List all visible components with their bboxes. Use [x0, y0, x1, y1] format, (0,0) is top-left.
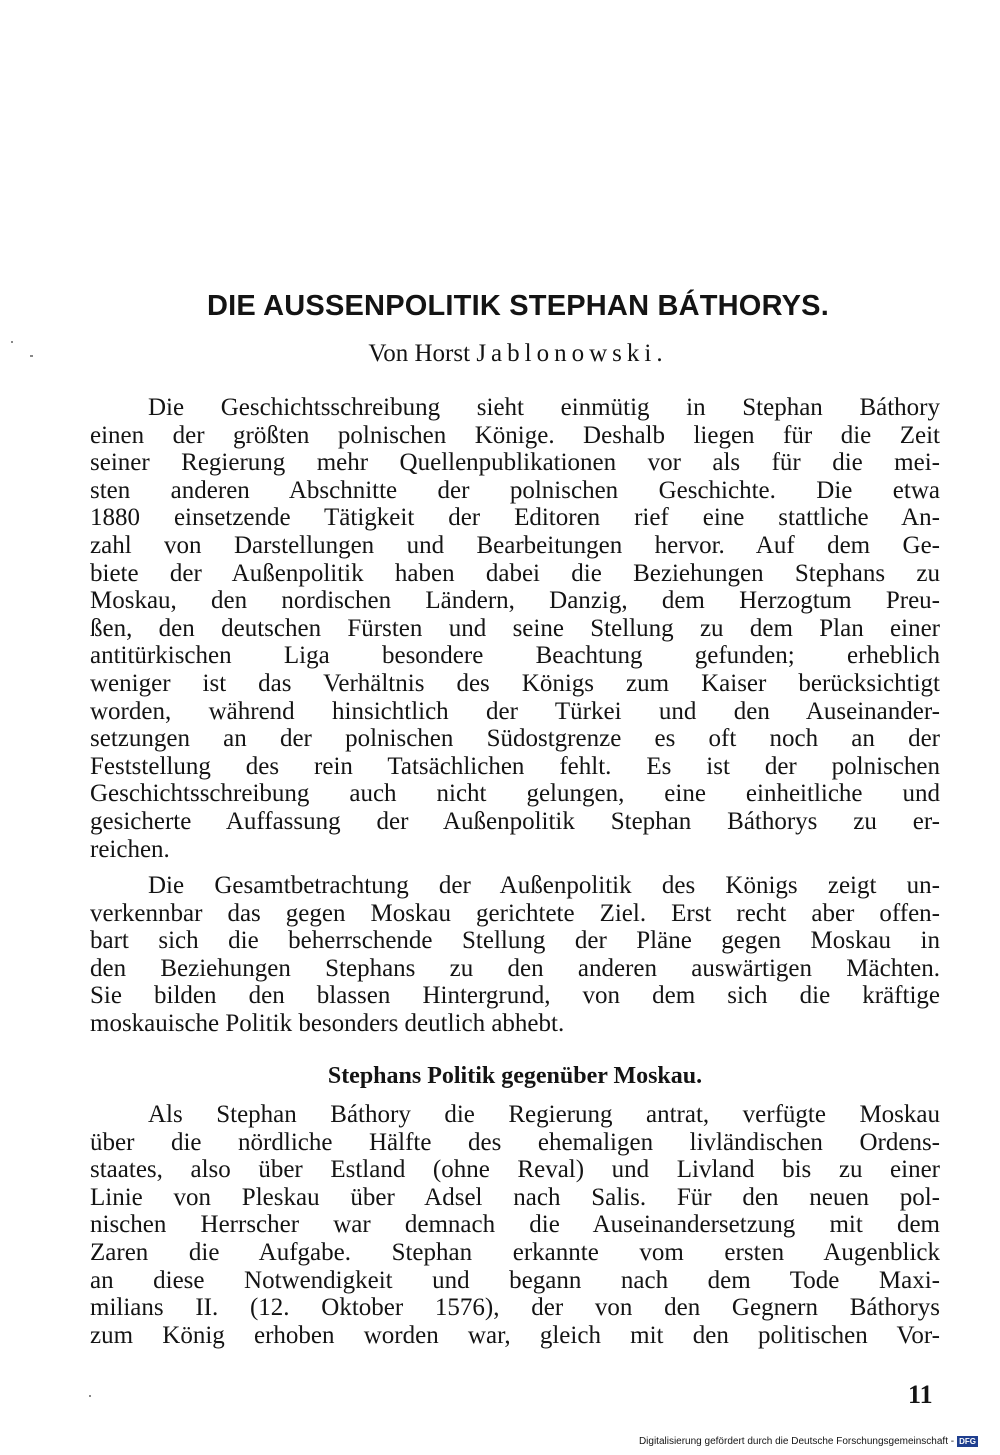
text-line: milians II. (12. Oktober 1576), der von den Gegnern Báthorys — [90, 1294, 940, 1322]
author-prefix: Von Horst — [368, 340, 471, 367]
text-line: zum König erhoben worden war, gleich mit den politischen Vor- — [90, 1321, 940, 1349]
text-line: Zaren die Aufgabe. Stephan erkannte vom ersten Augenblick — [90, 1238, 940, 1266]
text-line: den Beziehungen Stephans zu den anderen auswärtigen Mächten. — [90, 954, 940, 982]
text-line: antitürkischen Liga besondere Beachtung gefunden; erheblich — [90, 642, 940, 670]
scan-speck — [30, 355, 33, 357]
text-line: über die nördliche Hälfte des ehemaligen livländischen Ordens- — [90, 1128, 940, 1156]
text-line: zahl von Darstellungen und Bearbeitungen hervor. Auf dem Ge- — [90, 531, 940, 559]
text-line: ßen, den deutschen Fürsten und seine Stellung zu dem Plan einer — [90, 614, 940, 642]
scan-speck — [89, 1395, 91, 1397]
footer-text: Digitalisierung gefördert durch die Deutsche Forschungsgemeinschaft - — [638, 1436, 955, 1447]
text-line: moskauische Politik besonders deutlich abhebt. — [90, 1009, 565, 1037]
text-line: Linie von Pleskau über Adsel nach Salis. Für den neuen pol- — [90, 1183, 940, 1211]
text-line: Feststellung des rein Tatsächlichen fehlt. Es ist der polnischen — [90, 752, 940, 780]
text-line: an diese Notwendigkeit und begann nach dem Tode Maxi- — [90, 1266, 940, 1294]
text-line: biete der Außenpolitik haben dabei die Beziehungen Stephans zu — [90, 559, 940, 587]
paragraph-1 — [90, 394, 940, 863]
text-line: verkennbar das gegen Moskau gerichtete Ziel. Erst recht aber offen- — [90, 899, 940, 927]
text-line: Die Gesamtbetrachtung der Außenpolitik des Königs zeigt un- — [148, 872, 940, 899]
text-line: gesicherte Auffassung der Außenpolitik Stephan Báthorys zu er- — [90, 807, 940, 835]
author-line — [0, 340, 1000, 368]
text-line: staates, also über Estland (ohne Reval) und Livland bis zu einer — [90, 1156, 940, 1184]
text-line: einen der größten polnischen Könige. Deshalb liegen für die Zeit — [90, 421, 940, 449]
author-name: Jablonowski. — [476, 340, 668, 367]
text-line: Die Geschichtsschreibung sieht einmütig in Stephan Báthory — [148, 394, 940, 421]
text-line: reichen. — [90, 835, 170, 863]
text-line: Als Stephan Báthory die Regierung antrat, verfügte Moskau — [148, 1101, 940, 1128]
digitization-footer — [639, 1436, 978, 1447]
dfg-logo: DFG — [959, 1437, 976, 1446]
text-line: Sie bilden den blassen Hintergrund, von dem sich die kräftige — [90, 982, 940, 1010]
text-line: Moskau, den nordischen Ländern, Danzig, dem Herzogtum Preu- — [90, 587, 940, 615]
text-line: Geschichtsschreibung auch nicht gelungen, eine einheitliche und — [90, 780, 940, 808]
paragraph-3 — [90, 1101, 940, 1349]
page-number: 11 — [908, 1380, 933, 1409]
text-line: worden, während hinsichtlich der Türkei und den Auseinander- — [90, 697, 940, 725]
article-title: DIE AUSSENPOLITIK STEPHAN BÁTHORYS. — [207, 290, 829, 322]
text-line: 1880 einsetzende Tätigkeit der Editoren rief eine stattliche An- — [90, 504, 940, 532]
text-line: nischen Herrscher war demnach die Auseinandersetzung mit dem — [90, 1211, 940, 1239]
scan-speck — [11, 341, 13, 343]
text-line: setzungen an der polnischen Südostgrenze es oft noch an der — [90, 725, 940, 753]
paragraph-2 — [90, 872, 940, 1038]
text-line: weniger ist das Verhältnis des Königs zum Kaiser berücksichtigt — [90, 669, 940, 697]
text-line: bart sich die beherrschende Stellung der Pläne gegen Moskau in — [90, 927, 940, 955]
text-line: seiner Regierung mehr Quellenpublikationen vor als für die mei- — [90, 449, 940, 477]
section-heading: Stephans Politik gegenüber Moskau. — [327, 1063, 703, 1089]
text-line: sten anderen Abschnitte der polnischen Geschichte. Die etwa — [90, 476, 940, 504]
